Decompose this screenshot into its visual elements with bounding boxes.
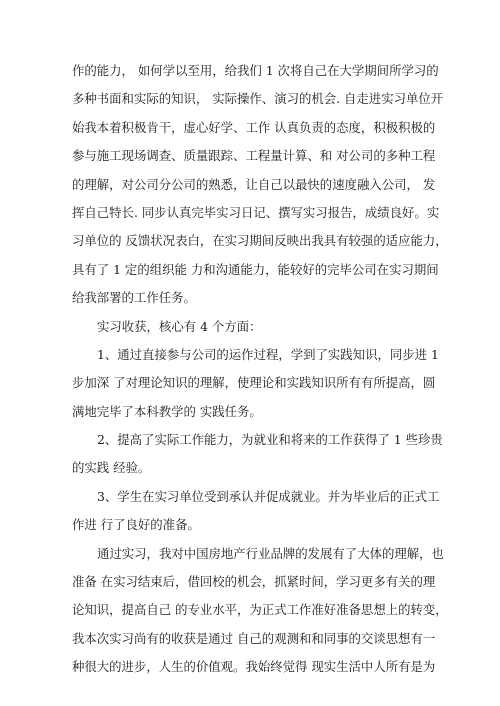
text-line: 始我本着积极肯干，虚心好学、工作 认真负责的态度，积极积极的 xyxy=(72,119,436,135)
text-line: 准备 在实习结束后，借回校的机会，抓紧时间，学习更多有关的理 xyxy=(72,574,436,590)
text-line: 的理解，对公司分公司的熟悉，让自己以最快的速度融入公司， 发 xyxy=(72,176,436,192)
text-line: 通过实习，我对中国房地产行业品牌的发展有了大体的理解，也 xyxy=(97,545,444,561)
text-line: 满地完毕了本科教学的 实践任务。 xyxy=(72,403,262,419)
text-line: 具有了 1 定的组织能 力和沟通能力，能较好的完毕公司在实习期间 xyxy=(72,261,439,277)
body-text xyxy=(72,57,448,682)
text-line: 1、通过直接参与公司的运作过程，学到了实践知识，同步进 1 xyxy=(97,346,439,362)
text-line: 参与施工现场调查、质量跟踪、工程量计算、和 对公司的多种工程 xyxy=(72,148,436,164)
text-line: 作的能力， 如何学以至用，给我们 1 次将自己在大学期间所学习的 xyxy=(72,63,439,78)
text-line: 挥自己特长. 同步认真完毕实习日记、撰写实习报告，成绩良好。实 xyxy=(72,204,440,220)
text-line: 种很大的进步，人生的价值观。我始终觉得 现实生活中人所有是为 xyxy=(72,659,436,675)
text-line: 习单位的 反馈状况表白，在实习期间反映出我具有较强的适应能力， xyxy=(72,233,448,249)
text-line: 2、提高了实际工作能力，为就业和将来的工作获得了 1 些珍贵 xyxy=(97,432,443,448)
text-line: 3、学生在实习单位受到承认并促成就业。并为毕业后的正式工 xyxy=(97,488,440,504)
text-line: 实习收获，核心有 4 个方面： xyxy=(97,318,262,334)
text-line: 给我部署的工作任务。 xyxy=(72,290,196,306)
text-line: 论知识，提高自己 的专业水平，为正式工作准好准备思想上的转变， xyxy=(72,602,448,618)
text-line: 作进 行了良好的准备。 xyxy=(72,517,200,533)
text-line: 多种书面和实际的知识， 实际操作、演习的机会. 自走进实习单位开 xyxy=(72,91,444,107)
text-line: 的实践 经验。 xyxy=(72,460,151,476)
text-line: 步加深 了对理论知识的理解，使理论和实践知识所有有所提高，圆 xyxy=(72,375,436,391)
text-line: 我本次实习尚有的收获是通过 自己的观测和和同事的交谈思想有一 xyxy=(72,630,436,646)
